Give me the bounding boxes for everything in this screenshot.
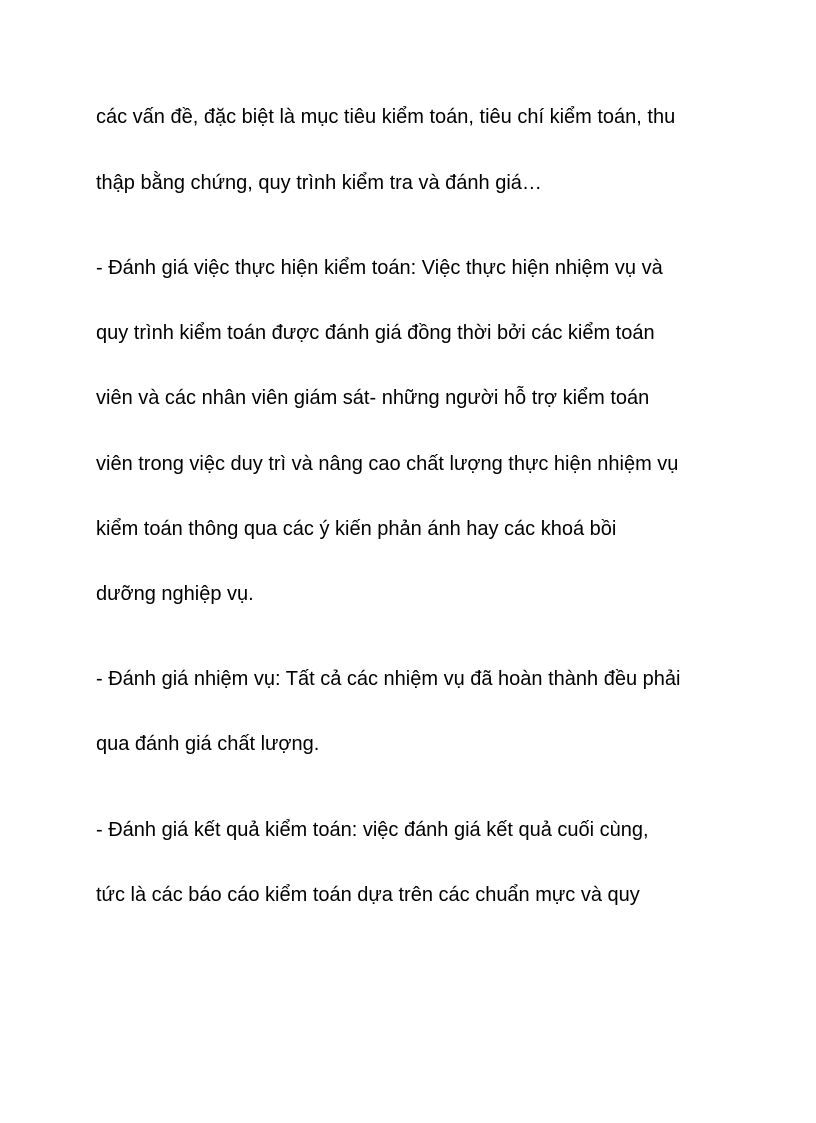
text-line: dưỡng nghiệp vụ.: [96, 583, 254, 605]
text-line: thập bằng chứng, quy trình kiểm tra và đánh giá…: [96, 172, 542, 194]
text-line: kiểm toán thông qua các ý kiến phản ánh hay các khoá bồi: [96, 518, 617, 540]
text-line: các vấn đề, đặc biệt là mục tiêu kiểm toán, tiêu chí kiểm toán, thu: [96, 106, 676, 128]
text-line: quy trình kiểm toán được đánh giá đồng thời bởi các kiểm toán: [96, 322, 655, 344]
text-line: - Đánh giá việc thực hiện kiểm toán: Việc thực hiện nhiệm vụ và: [96, 257, 663, 279]
text-line: viên trong việc duy trì và nâng cao chất lượng thực hiện nhiệm vụ: [96, 453, 679, 475]
text-line: tức là các báo cáo kiểm toán dựa trên các chuẩn mực và quy: [96, 884, 640, 906]
text-line: - Đánh giá nhiệm vụ: Tất cả các nhiệm vụ đã hoàn thành đều phải: [96, 668, 681, 690]
text-line: viên và các nhân viên giám sát- những người hỗ trợ kiểm toán: [96, 387, 650, 409]
text-line: - Đánh giá kết quả kiểm toán: việc đánh giá kết quả cuối cùng,: [96, 819, 649, 841]
text-line: qua đánh giá chất lượng.: [96, 733, 320, 755]
